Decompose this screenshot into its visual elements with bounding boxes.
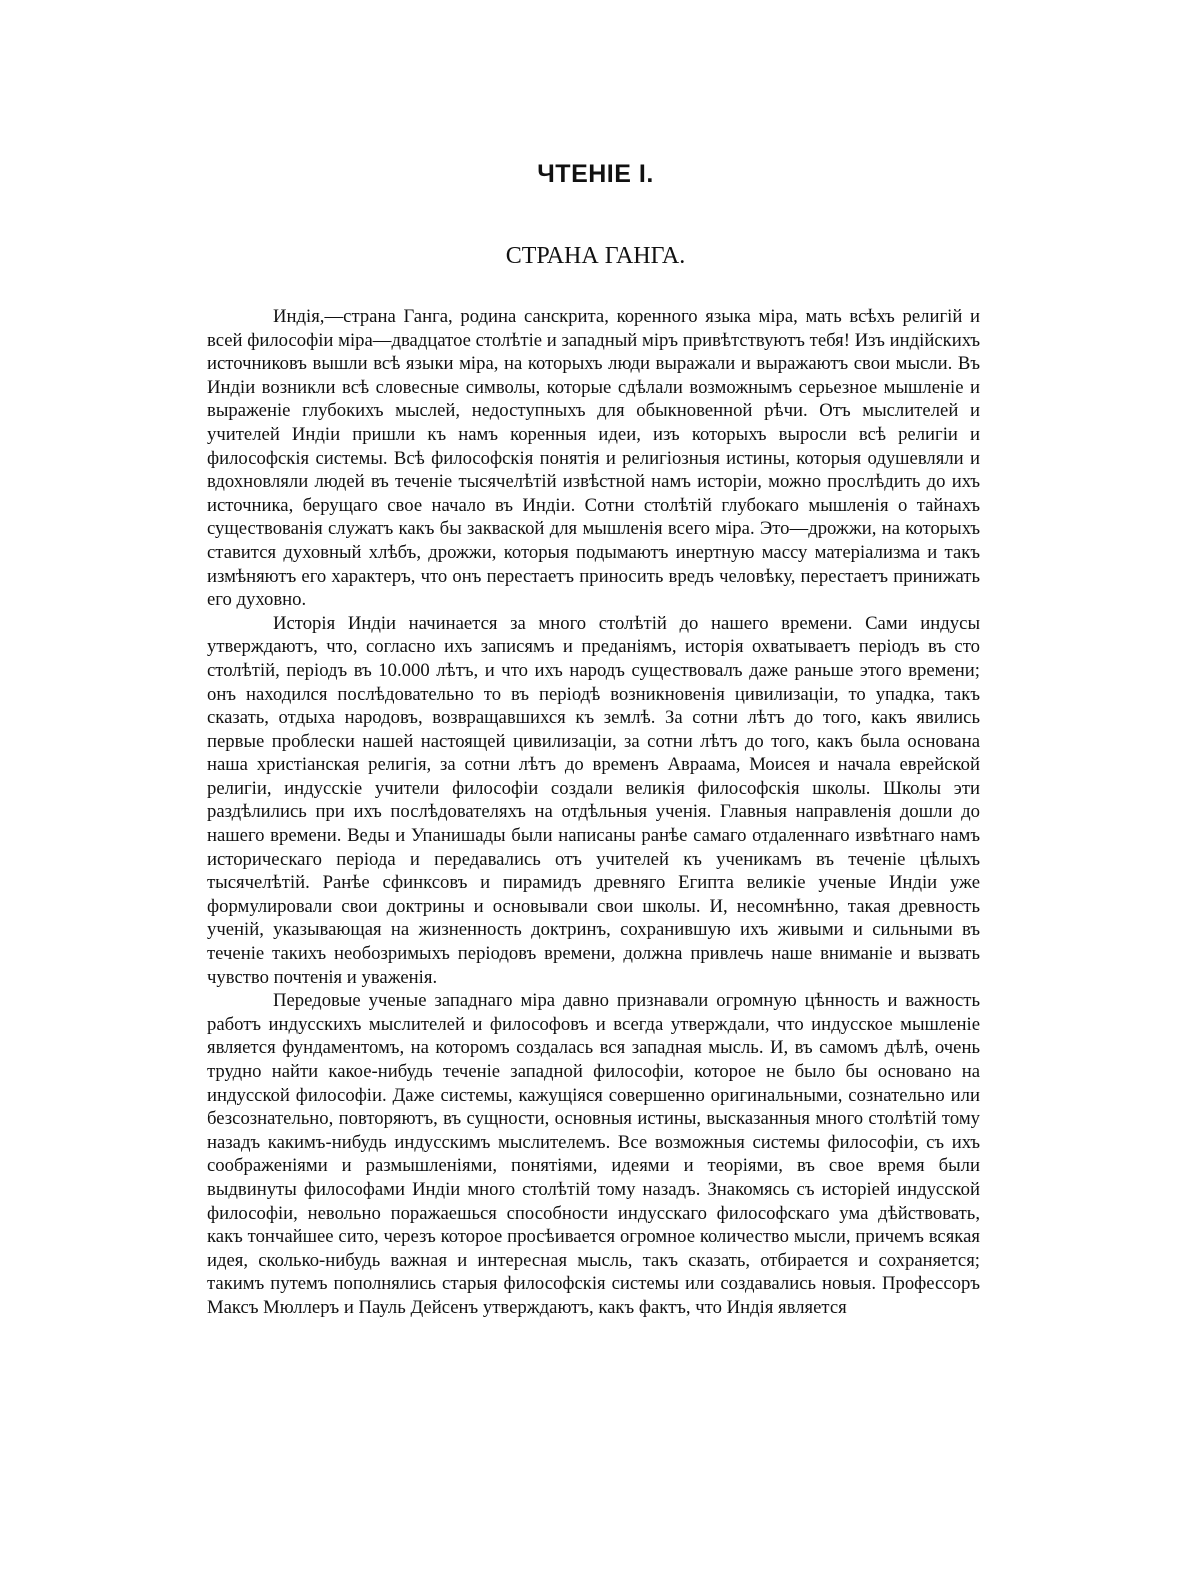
body-text <box>207 305 980 1320</box>
chapter-title: ЧТЕНІЕ I. <box>537 160 654 188</box>
paragraph-2: Исторія Индіи начинается за много столѣтій до нашего времени. Сами индусы утверждаютъ, что, согласно ихъ записямъ и преданіямъ, исторія охватываетъ періодъ въ сто столѣтій, періодъ въ 10.000 лѣтъ, и что ихъ народъ существовалъ даже раньше этого времени; онъ находился послѣдовательно то въ періодѣ возникновенія цивилизаціи, то упадка, такъ сказать, отдыха народовъ, возвращавшихся къ землѣ. За сотни лѣтъ до того, какъ явились первые проблески нашей настоящей цивилизаціи, за сотни лѣтъ до того, какъ была основана наша христіанская религія, за сотни лѣтъ до временъ Авраама, Моисея и начала еврейской религіи, индусскіе учители философіи создали великія философскія школы. Школы эти раздѣлились при ихъ послѣдователяхъ на отдѣльныя ученія. Главныя направленія дошли до нашего времени. Веды и Упанишады были написаны ранѣе самаго отдаленнаго извѣтнаго намъ историческаго періода и передавались отъ учителей къ ученикамъ въ теченіе цѣлыхъ тысячелѣтій. Ранѣе сфинксовъ и пирамидъ древняго Египта великіе ученые Индіи уже формулировали свои доктрины и основывали свои школы. И, несомнѣнно, такая древность ученій, указывающая на жизненность доктринъ, сохранившую ихъ живыми и сильными въ теченіе такихъ необозримыхъ періодовъ времени, должна привлечь наше вниманіе и вызвать чувство почтенія и уваженія. <box>207 612 980 988</box>
section-title: СТРАНА ГАНГА. <box>505 243 686 269</box>
paragraph-3: Передовые ученые западнаго міра давно признавали огромную цѣнность и важность работъ индусскихъ мыслителей и философовъ и всегда утверждали, что индусское мышленіе является фундаментомъ, на которомъ создалась вся западная мысль. И, въ самомъ дѣлѣ, очень трудно найти какое-нибудь теченіе западной философіи, которое не было бы основано на индусской философіи. Даже системы, кажущіяся совершенно оригинальными, сознательно или безсознательно, повторяютъ, въ сущности, основныя истины, высказанныя много столѣтій тому назадъ какимъ-нибудь индусскимъ мыслителемъ. Все возможныя системы философіи, съ ихъ соображеніями и размышленіями, понятіями, идеями и теоріями, въ свое время были выдвинуты философами Индіи много столѣтій тому назадъ. Знакомясь съ исторіей индусской философіи, невольно поражаешься способности индусскаго философскаго ума дѣйствовать, какъ тончайшее сито, черезъ которое просѣивается огромное количество мысли, причемъ всякая идея, сколько-нибудь важная и интересная мысль, такъ сказать, отбирается и сохраняется; такимъ путемъ пополнялись старыя философскія системы или создавались новыя. Профессоръ Максъ Мюллеръ и Пауль Дейсенъ утверждаютъ, какъ фактъ, что Индія является <box>207 990 980 1318</box>
paragraph-1: Индія,—страна Ганга, родина санскрита, коренного языка міра, мать всѣхъ религій и всей философіи міра—двадцатое столѣтіе и западный міръ привѣтствуютъ тебя! Изъ индійскихъ источниковъ вышли всѣ языки міра, на которыхъ люди выражали и выражаютъ свои мысли. Въ Индіи возникли всѣ словесные символы, которые сдѣлали возможнымъ серьезное мышленіе и выраженіе глубокихъ мыслей, недоступныхъ для обыкновенной рѣчи. Отъ мыслителей и учителей Индіи пришли къ намъ коренныя идеи, изъ которыхъ выросли всѣ религіи и философскія системы. Всѣ философскія понятія и религіозныя истины, которыя одушевляли и вдохновляли людей въ теченіе тысячелѣтій извѣстной намъ исторіи, можно прослѣдить до ихъ источника, берущаго свое начало въ Индіи. Сотни столѣтій глубокаго мышленія о тайнахъ существованія служатъ какъ бы закваской для мышленія всего міра. Это—дрожжи, на которыхъ ставится духовный хлѣбъ, дрожжи, которыя подымаютъ инертную массу матеріализма и такъ измѣняютъ его характеръ, что онъ перестаетъ приносить вредъ человѣку, перестаетъ принижать его духовно. <box>207 306 980 611</box>
